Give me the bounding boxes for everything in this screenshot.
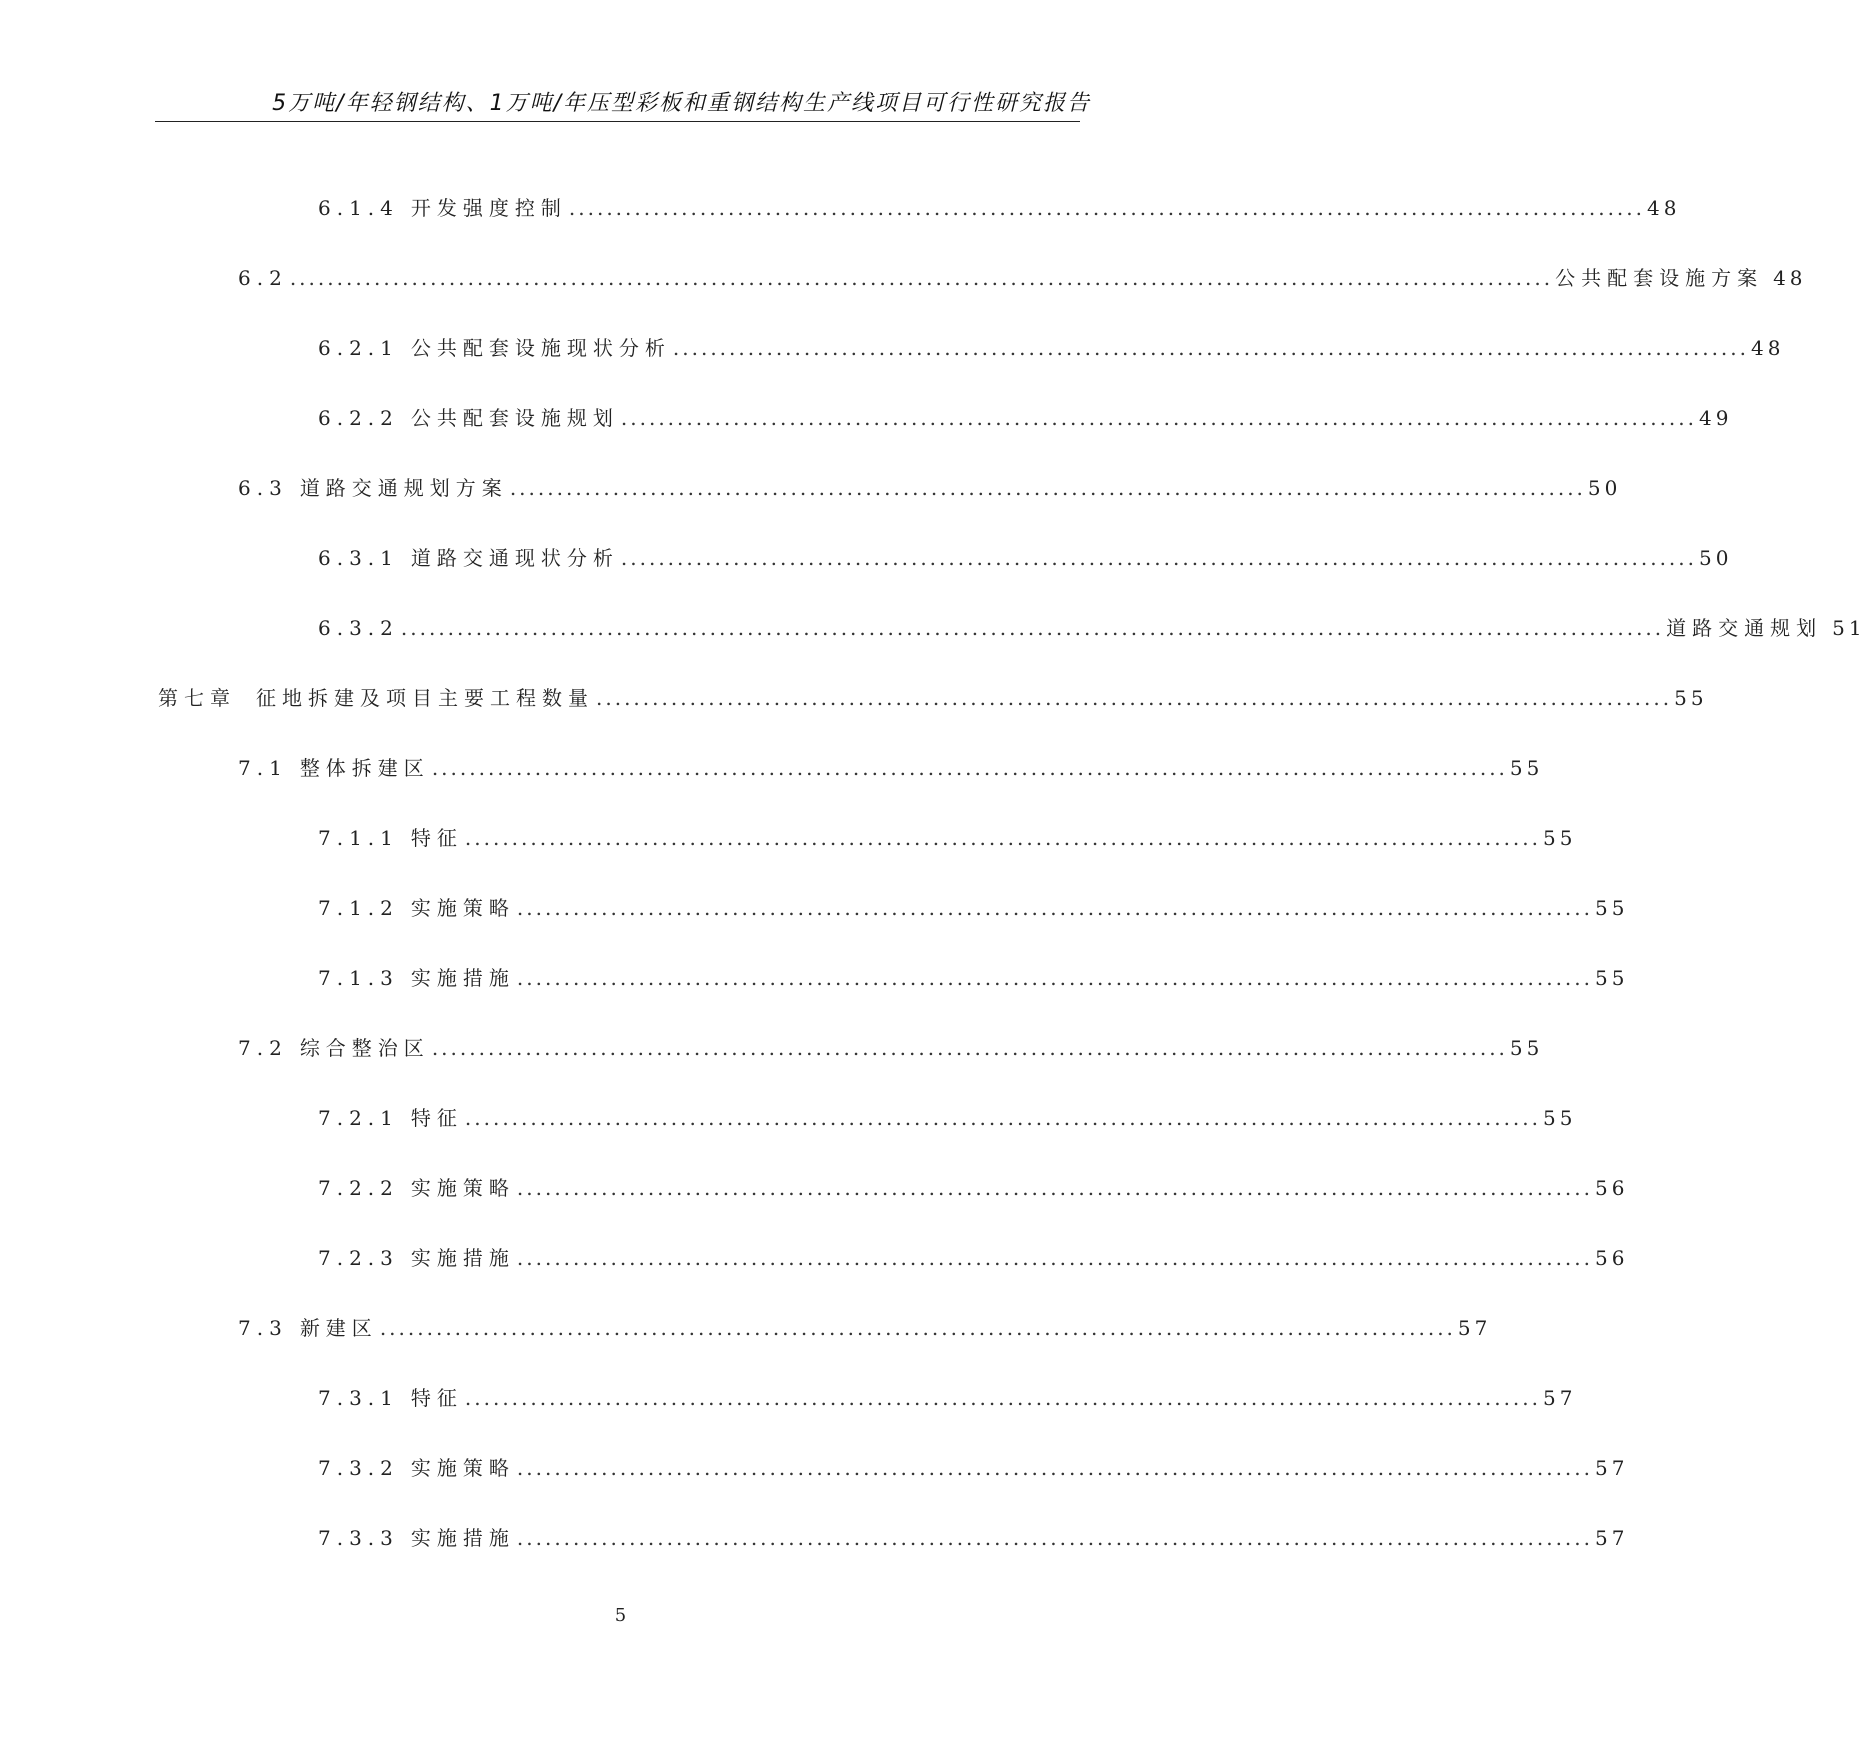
dot-leader: ....................................................................................................................................... bbox=[289, 266, 1554, 290]
toc-entry-number: 7.2.2 bbox=[318, 1176, 399, 1200]
toc-entry-title: 征地拆建及项目主要工程数量 bbox=[256, 686, 594, 710]
toc-entry-page: 50 bbox=[1587, 476, 1622, 500]
dot-leader: ................................................................................................................... bbox=[516, 896, 1593, 920]
toc-entry-title: 实施措施 bbox=[410, 966, 515, 990]
toc-entry-number: 7.3.3 bbox=[318, 1526, 399, 1550]
toc-entry[interactable] bbox=[318, 1382, 1577, 1422]
toc-entry-title: 实施策略 bbox=[410, 896, 515, 920]
dot-leader: ................................................................................................................... bbox=[516, 966, 1593, 990]
toc-entry-number: 6.1.4 bbox=[318, 196, 399, 220]
toc-entry-number: 6.3.1 bbox=[318, 546, 399, 570]
dot-leader: ................................................................................................................... bbox=[620, 546, 1697, 570]
dot-leader: ................................................................................................................... bbox=[464, 1106, 1541, 1130]
toc-entry-page: 55 bbox=[1509, 756, 1544, 780]
toc-entry-number: 7.2.3 bbox=[318, 1246, 399, 1270]
toc-entry-page: 55 bbox=[1543, 1106, 1577, 1130]
dot-leader: ................................................................................................................... bbox=[464, 1386, 1541, 1410]
toc-entry[interactable] bbox=[318, 892, 1629, 932]
toc-entry-title: 开发强度控制 bbox=[410, 196, 567, 220]
toc-entry-page: 55 bbox=[1543, 826, 1577, 850]
dot-leader: ................................................................................................................... bbox=[516, 1456, 1593, 1480]
toc-entry-number: 7.2.1 bbox=[318, 1106, 399, 1130]
dot-leader: ................................................................................................................... bbox=[516, 1246, 1593, 1270]
toc-entry-title: 整体拆建区 bbox=[299, 756, 430, 780]
toc-entry-title: 实施措施 bbox=[410, 1526, 515, 1550]
toc-entry-page: 55 bbox=[1674, 686, 1708, 710]
toc-entry-number: 7.1.3 bbox=[318, 966, 399, 990]
dot-leader: ................................................................................................................... bbox=[509, 476, 1586, 500]
toc-entry-page: 51 bbox=[1832, 616, 1866, 640]
toc-entry[interactable] bbox=[318, 332, 1785, 372]
toc-entry[interactable] bbox=[238, 472, 1622, 512]
dot-leader: ................................................................................................................... bbox=[672, 336, 1749, 360]
dot-leader: ................................................................................................................... bbox=[431, 1036, 1508, 1060]
toc-entry[interactable] bbox=[238, 752, 1544, 792]
toc-entry-title: 特征 bbox=[410, 1386, 463, 1410]
toc-entry-page: 56 bbox=[1595, 1246, 1629, 1270]
toc-entry-number: 7.2 bbox=[238, 1036, 288, 1060]
dot-leader: ................................................................................................................... bbox=[379, 1316, 1456, 1340]
toc-entry-title: 实施措施 bbox=[410, 1246, 515, 1270]
toc-entry-page: 55 bbox=[1509, 1036, 1544, 1060]
toc-entry-number: 6.2.1 bbox=[318, 336, 399, 360]
toc-entry[interactable] bbox=[318, 1522, 1629, 1562]
toc-entry[interactable] bbox=[318, 192, 1681, 232]
dot-leader: ................................................................................................................... bbox=[568, 196, 1645, 220]
toc-entry-title: 特征 bbox=[410, 1106, 463, 1130]
dot-leader: ................................................................................................................... bbox=[620, 406, 1697, 430]
toc-entry-number: 7.3.2 bbox=[318, 1456, 399, 1480]
toc-entry-number: 7.3 bbox=[238, 1316, 288, 1340]
toc-entry-page: 48 bbox=[1751, 336, 1785, 360]
header-divider bbox=[155, 121, 1080, 122]
toc-entry[interactable] bbox=[158, 682, 1708, 722]
toc-entry-page: 55 bbox=[1595, 896, 1629, 920]
toc-entry[interactable] bbox=[318, 1242, 1629, 1282]
toc-entry-page: 48 bbox=[1647, 196, 1681, 220]
toc-entry-title: 新建区 bbox=[299, 1316, 378, 1340]
toc-entry-page: 56 bbox=[1595, 1176, 1629, 1200]
toc-entry[interactable] bbox=[318, 542, 1733, 582]
toc-entry-title: 实施策略 bbox=[410, 1456, 515, 1480]
toc-entry[interactable] bbox=[318, 402, 1733, 442]
dot-leader: ................................................................................................................... bbox=[516, 1176, 1593, 1200]
toc-entry-page: 57 bbox=[1595, 1526, 1629, 1550]
toc-entry-title: 公共配套设施方案 bbox=[1555, 266, 1764, 290]
toc-entry-page: 57 bbox=[1543, 1386, 1577, 1410]
toc-entry[interactable] bbox=[318, 1102, 1577, 1142]
toc-entry-number: 7.1 bbox=[238, 756, 288, 780]
toc-entry-number: 第七章 bbox=[158, 686, 236, 710]
toc-entry-number: 6.3 bbox=[238, 476, 288, 500]
toc-entry[interactable] bbox=[318, 822, 1577, 862]
toc-entry[interactable] bbox=[318, 1172, 1629, 1212]
toc-entry[interactable] bbox=[238, 262, 1807, 302]
page-number: 5 bbox=[614, 1605, 627, 1626]
running-header-title: 5万吨/年轻钢结构、1万吨/年压型彩板和重钢结构生产线项目可行性研究报告 bbox=[272, 91, 1091, 116]
dot-leader: ................................................................................................................... bbox=[516, 1526, 1593, 1550]
toc-entry-number: 6.2 bbox=[238, 266, 288, 290]
toc-entry-page: 57 bbox=[1457, 1316, 1492, 1340]
toc-entry-title: 特征 bbox=[410, 826, 463, 850]
toc-entry[interactable] bbox=[238, 1032, 1544, 1072]
toc-entry-title: 道路交通现状分析 bbox=[410, 546, 619, 570]
toc-entry-number: 6.3.2 bbox=[318, 616, 399, 640]
toc-entry-page: 55 bbox=[1595, 966, 1629, 990]
toc-entry-number: 7.3.1 bbox=[318, 1386, 399, 1410]
toc-entry[interactable] bbox=[318, 1452, 1629, 1492]
dot-leader: ....................................................................................................................................... bbox=[400, 616, 1665, 640]
toc-entry-title: 道路交通规划方案 bbox=[299, 476, 508, 500]
toc-entry-title: 公共配套设施规划 bbox=[410, 406, 619, 430]
toc-entry-page: 57 bbox=[1595, 1456, 1629, 1480]
toc-entry[interactable] bbox=[238, 1312, 1492, 1352]
toc-entry-title: 综合整治区 bbox=[299, 1036, 430, 1060]
toc-entry-title: 公共配套设施现状分析 bbox=[410, 336, 671, 360]
toc-entry-number: 7.1.2 bbox=[318, 896, 399, 920]
dot-leader: ................................................................................................................... bbox=[431, 756, 1508, 780]
toc-entry[interactable] bbox=[318, 962, 1629, 1002]
toc-entry-page: 49 bbox=[1699, 406, 1733, 430]
dot-leader: ................................................................................................................... bbox=[464, 826, 1541, 850]
dot-leader: ................................................................................................................... bbox=[596, 686, 1673, 710]
toc-entry-title: 道路交通规划 bbox=[1666, 616, 1823, 640]
toc-entry-title: 实施策略 bbox=[410, 1176, 515, 1200]
toc-entry-number: 7.1.1 bbox=[318, 826, 399, 850]
toc-entry-number: 6.2.2 bbox=[318, 406, 399, 430]
toc-entry[interactable] bbox=[318, 612, 1866, 652]
toc-entry-page: 50 bbox=[1699, 546, 1733, 570]
toc-entry-page: 48 bbox=[1773, 266, 1807, 290]
